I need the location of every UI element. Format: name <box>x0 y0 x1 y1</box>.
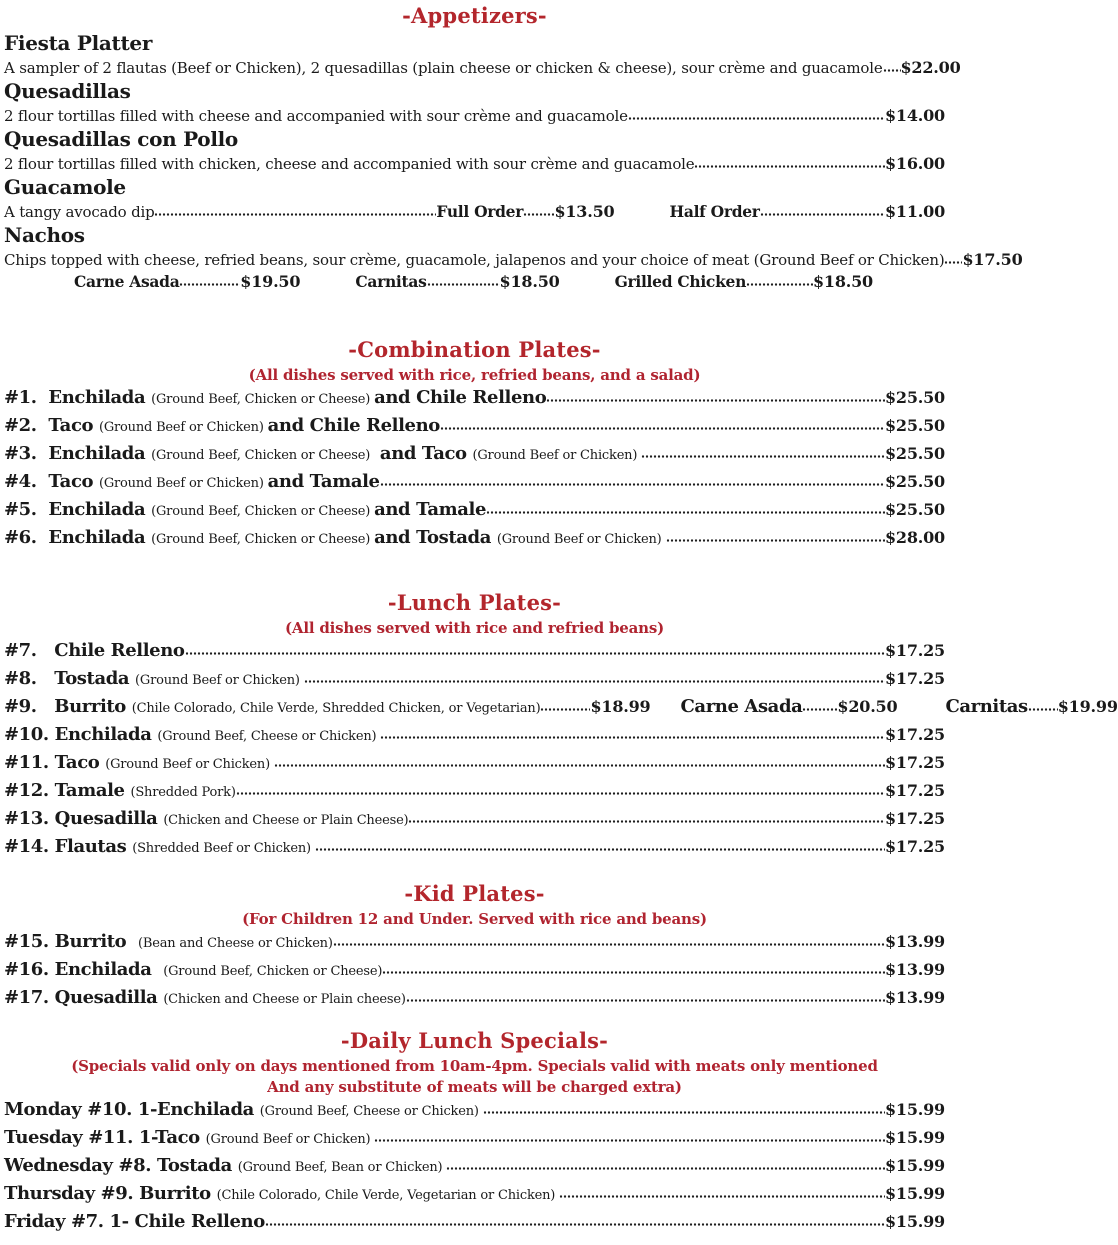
order-option-label: Full Order <box>436 202 524 221</box>
menu-line <box>4 250 1023 269</box>
item-price: $25.50 <box>884 472 945 491</box>
menu-line <box>4 1099 945 1120</box>
dotted-leader <box>483 1106 885 1115</box>
menu-line <box>4 931 945 952</box>
dotted-leader <box>274 759 885 768</box>
item-name: and Chile Relleno <box>374 387 547 408</box>
menu-document <box>4 3 1118 1232</box>
menu-line <box>4 668 945 689</box>
item-title: Nachos <box>4 223 85 247</box>
item-price: $13.99 <box>884 932 945 951</box>
menu-line <box>4 80 945 103</box>
item-detail: (Bean and Cheese or Chicken) <box>138 936 333 951</box>
menu-line <box>4 696 1118 717</box>
menu-line <box>4 1127 945 1148</box>
item-name: and Tostada <box>374 527 497 548</box>
item-detail: (Ground Beef or Chicken) <box>105 757 274 772</box>
item-name: #16. Enchilada <box>4 959 164 980</box>
item-name: #3. Enchilada <box>4 443 152 464</box>
item-price: $17.25 <box>884 725 945 744</box>
menu-line <box>4 202 945 221</box>
section-title: -Daily Lunch Specials- <box>340 1028 609 1053</box>
item-name: Friday #7. 1- Chile Relleno <box>4 1211 265 1232</box>
item-price: $17.25 <box>884 781 945 800</box>
dotted-leader <box>641 450 885 459</box>
menu-line <box>4 987 945 1008</box>
menu-line <box>4 527 945 548</box>
item-title: Quesadillas con Pollo <box>4 127 238 151</box>
menu-section <box>4 590 1118 857</box>
order-option-label: Grilled Chicken <box>614 272 747 291</box>
section-title: -Kid Plates- <box>404 881 545 906</box>
menu-line <box>4 106 945 125</box>
menu-section <box>4 3 1023 291</box>
item-detail: (Ground Beef or Chicken) <box>496 532 666 547</box>
menu-line <box>4 959 945 980</box>
menu-line <box>4 808 945 829</box>
item-name: Monday #10. 1-Enchilada <box>4 1099 260 1120</box>
item-name: and Chile Relleno <box>267 415 440 436</box>
item-price: $17.25 <box>884 753 945 772</box>
item-name: #5. Enchilada <box>4 499 152 520</box>
item-name: #10. Enchilada <box>4 724 158 745</box>
section-title: -Combination Plates- <box>348 337 601 362</box>
item-title: Fiesta Platter <box>4 31 153 55</box>
section-subtitle: (Specials valid only on days mentioned from 10am-4pm. Specials valid with meats only mentioned <box>71 1057 878 1075</box>
item-name: Tuesday #11. 1-Taco <box>4 1127 206 1148</box>
dotted-leader <box>406 994 885 1003</box>
menu-line <box>4 499 945 520</box>
menu-line <box>4 58 961 77</box>
item-title: Quesadillas <box>4 79 131 103</box>
spacer <box>300 286 355 287</box>
item-name: #8. Tostada <box>4 668 136 689</box>
menu-line <box>4 387 945 408</box>
item-price: $15.99 <box>884 1100 945 1119</box>
item-price: $28.00 <box>884 528 945 547</box>
dotted-leader <box>746 278 813 287</box>
item-detail: (Chicken and Cheese or Plain cheese) <box>163 992 406 1007</box>
item-detail: (Shredded Beef or Chicken) <box>132 841 315 856</box>
menu-section <box>4 337 945 548</box>
dotted-leader <box>666 534 885 543</box>
item-name: and Tamale <box>374 499 486 520</box>
item-price: $19.99 <box>1057 697 1118 716</box>
dotted-leader <box>427 278 500 287</box>
item-price: $17.25 <box>884 837 945 856</box>
dotted-leader <box>154 208 436 217</box>
item-price: $20.50 <box>837 697 898 716</box>
item-name: #2. Taco <box>4 415 99 436</box>
item-price: $25.50 <box>884 444 945 463</box>
section-subtitle: And any substitute of meats will be charged extra) <box>267 1078 682 1096</box>
item-name: #4. Taco <box>4 471 99 492</box>
item-price: $15.99 <box>884 1212 945 1231</box>
item-price: $14.00 <box>884 106 945 125</box>
item-detail: (Chile Colorado, Chile Verde, Shredded Chicken, or Vegetarian) <box>131 701 541 716</box>
item-name: #9. Burrito <box>4 696 132 717</box>
menu-section <box>4 881 945 1008</box>
dotted-leader <box>523 208 554 217</box>
dotted-leader <box>304 675 885 684</box>
section-subtitle: (All dishes served with rice and refried beans) <box>284 619 665 637</box>
menu-line <box>4 154 945 173</box>
item-detail: (Ground Beef, Chicken or Cheese) <box>151 392 375 407</box>
item-price: $16.00 <box>884 154 945 173</box>
dotted-leader <box>236 787 885 796</box>
section-title: -Lunch Plates- <box>387 590 562 615</box>
item-detail: (Ground Beef or Chicken) <box>205 1132 375 1147</box>
dotted-leader <box>486 506 885 515</box>
item-price: $13.99 <box>884 960 945 979</box>
item-detail: (Chicken and Cheese or Plain Cheese) <box>163 813 409 828</box>
item-name: #15. Burrito <box>4 931 139 952</box>
order-option-label: Carne Asada <box>74 272 180 291</box>
item-detail: (Ground Beef or Chicken) <box>472 448 642 463</box>
item-price: $25.50 <box>884 416 945 435</box>
order-option-label: Carnitas <box>355 272 427 291</box>
item-detail: (Ground Beef, Cheese or Chicken) <box>259 1104 483 1119</box>
section-subtitle: (For Children 12 and Under. Served with rice and beans) <box>242 910 707 928</box>
dotted-leader <box>380 731 885 740</box>
item-price: $18.50 <box>499 272 560 291</box>
dotted-leader <box>374 1134 885 1143</box>
dotted-leader <box>382 966 885 975</box>
menu-line <box>4 780 945 801</box>
dotted-leader <box>265 1218 885 1227</box>
item-name: Wednesday #8. Tostada <box>4 1155 238 1176</box>
item-description: Chips topped with cheese, refried beans, sour crème, guacamole, jalapenos and your choice of meat (Ground Beef or Chicken) <box>4 251 945 269</box>
item-detail: (Ground Beef or Chicken) <box>98 476 268 491</box>
item-price: $15.99 <box>884 1184 945 1203</box>
section-title: -Appetizers- <box>402 3 547 28</box>
dotted-leader <box>760 208 885 217</box>
item-price: $17.25 <box>884 641 945 660</box>
item-detail: (Shredded Pork) <box>130 785 236 800</box>
menu-line <box>4 836 945 857</box>
item-detail: (Ground Beef, Chicken or Cheese) <box>151 532 375 547</box>
dotted-leader <box>694 160 885 169</box>
item-price: $11.00 <box>884 202 946 221</box>
item-price: $18.99 <box>590 697 651 716</box>
menu-line <box>4 471 945 492</box>
item-price: $22.00 <box>900 58 961 77</box>
item-name: and Tamale <box>267 471 380 492</box>
item-price: $13.50 <box>554 202 615 221</box>
dotted-leader <box>440 422 885 431</box>
dotted-leader <box>883 64 901 73</box>
menu-line <box>4 1155 945 1176</box>
item-detail: (Ground Beef or Chicken) <box>98 420 268 435</box>
dotted-leader <box>185 647 885 656</box>
menu-line <box>4 176 945 199</box>
item-detail: (Ground Beef, Chicken or Cheese) <box>163 964 383 979</box>
menu-line <box>4 272 945 291</box>
dotted-leader <box>546 394 885 403</box>
item-price: $17.25 <box>884 669 945 688</box>
item-price: $25.50 <box>884 388 945 407</box>
spacer <box>897 711 945 712</box>
item-detail: (Ground Beef, Chicken or Cheese) <box>151 448 375 463</box>
menu-line <box>4 640 945 661</box>
dotted-leader <box>380 478 885 487</box>
menu-line <box>4 752 945 773</box>
item-detail: (Chile Colorado, Chile Verde, Vegetarian or Chicken) <box>216 1188 560 1203</box>
item-description: 2 flour tortillas filled with cheese and accompanied with sour crème and guacamole <box>4 107 628 125</box>
item-price: $15.99 <box>884 1128 945 1147</box>
item-price: $19.50 <box>240 272 301 291</box>
menu-line <box>4 128 945 151</box>
menu-line <box>4 224 945 247</box>
item-name: #13. Quesadilla <box>4 808 164 829</box>
item-name: #1. Enchilada <box>4 387 152 408</box>
item-detail: (Ground Beef, Bean or Chicken) <box>237 1160 447 1175</box>
item-name: #11. Taco <box>4 752 106 773</box>
order-option-label: Half Order <box>669 202 760 221</box>
dotted-leader <box>446 1162 885 1171</box>
menu-line <box>4 1211 945 1232</box>
item-description: 2 flour tortillas filled with chicken, cheese and accompanied with sour crème and guacamole <box>4 155 695 173</box>
item-name: #17. Quesadilla <box>4 987 164 1008</box>
item-detail: (Ground Beef or Chicken) <box>135 673 304 688</box>
section-subtitle: (All dishes served with rice, refried beans, and a salad) <box>248 366 701 384</box>
item-detail: (Ground Beef, Chicken or Cheese) <box>151 504 375 519</box>
spacer <box>873 286 945 287</box>
dotted-leader <box>540 703 590 712</box>
item-name: #7. Chile Relleno <box>4 640 185 661</box>
item-name: #14. Flautas <box>4 836 133 857</box>
item-price: $15.99 <box>884 1156 945 1175</box>
item-name: Thursday #9. Burrito <box>4 1183 217 1204</box>
menu-line <box>4 1183 945 1204</box>
menu-section <box>4 1028 945 1232</box>
item-price: $17.50 <box>962 250 1023 269</box>
item-detail: (Ground Beef, Cheese or Chicken) <box>157 729 381 744</box>
item-price: $18.50 <box>812 272 873 291</box>
item-price: $17.25 <box>884 809 945 828</box>
dotted-leader <box>333 938 885 947</box>
item-name: and Taco <box>374 443 473 464</box>
menu-line <box>4 724 945 745</box>
item-price: $25.50 <box>884 500 945 519</box>
item-name: #12. Tamale <box>4 780 131 801</box>
dotted-leader <box>315 843 885 852</box>
dotted-leader <box>559 1190 885 1199</box>
spacer <box>651 711 681 712</box>
dotted-leader <box>408 815 885 824</box>
menu-line <box>4 415 945 436</box>
item-title: Guacamole <box>4 175 126 199</box>
item-name: Carne Asada <box>680 696 803 717</box>
dotted-leader <box>1028 703 1058 712</box>
dotted-leader <box>802 703 837 712</box>
item-name: Carnitas <box>945 696 1028 717</box>
spacer <box>4 286 74 287</box>
dotted-leader <box>628 112 885 121</box>
item-description: A sampler of 2 flautas (Beef or Chicken), 2 quesadillas (plain cheese or chicken & cheese), sour crème and guacamole <box>4 59 883 77</box>
item-name: #6. Enchilada <box>4 527 152 548</box>
item-description: A tangy avocado dip <box>4 203 155 221</box>
dotted-leader <box>944 256 962 265</box>
menu-line <box>4 443 945 464</box>
menu-line <box>4 32 945 55</box>
spacer <box>614 216 669 217</box>
spacer <box>560 286 615 287</box>
item-price: $13.99 <box>884 988 945 1007</box>
dotted-leader <box>179 278 240 287</box>
